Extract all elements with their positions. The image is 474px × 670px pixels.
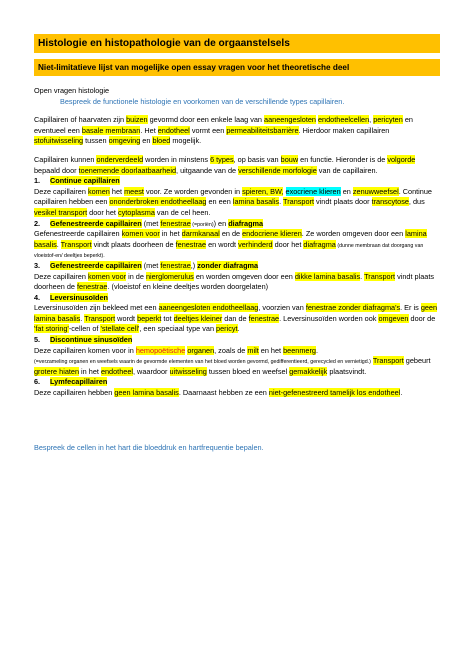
section-heading-2: 2. Gefenestreerde capillairen (met fenestrae (=poriën)) en diafragma [34,218,264,228]
document-page [34,34,440,453]
section-body-3: Deze capillairen komen voor in de nierglomerulus en worden omgeven door een dikke lamina basalis. Transport vindt plaats doorheen de fenestrae. (vloeistof en kleine deeltjes worden doorgelaten) [34,271,435,292]
section-heading-5: 5. Discontinue sinusoïden [34,335,133,345]
page-subtitle: Niet-limitatieve lijst van mogelijke open essay vragen voor het theoretische deel [34,59,440,76]
section-heading-1: 1. Continue capillairen [34,176,120,186]
paragraph-intro: Capillairen of haarvaten zijn buizen gevormd door een enkele laag van aaneengesloten endotheelcellen, pericyten en eventueel een basale membraan. Het endotheel vormt een permeabiliteitsbarrière. Hierdoor maken capillairen stofuitwisseling tussen omgeving en bloed mogelijk. [34,115,413,146]
section-body-5: Deze capillairen komen voor in hemopoëtische organen, zoals de milt en het beenmerg. (=verzameling organen en weefsels waarin de gevormde elementen van het bloed worden gevormd, gedifferentieerd, gerecycled en vernietigd.) Transport gebeurt grotere hiaten in het endotheel, waardoor uitwisseling tussen bloed en weefsel gemakkelijk plaatsvindt. [34,345,431,376]
page-title: Histologie en histopathologie van de orgaanstelsels [34,34,440,53]
section-label: Open vragen histologie [34,86,110,95]
section-heading-4: 4. Leversinusoïden [34,292,108,302]
section-heading-6: 6. Lymfecapillairen [34,377,108,387]
section-body-1: Deze capillairen komen het meest voor. Ze worden gevonden in spieren, BW, exocriene klieren en zenuwweefsel. Continue capillairen hebben een ononderbroken endotheellaag en een lamina basalis. Transport vindt plaats door transcytose, dus vesikel transport door het cytoplasma van de cel heen. [34,186,432,217]
question-1: Bespreek de functionele histologie en voorkomen van de verschillende types capillairen. [60,96,345,106]
question-2: Bespreek de cellen in het hart die bloeddruk en hartfrequentie bepalen. [34,442,264,452]
section-body-2: Gefenestreerde capillairen komen voor in het darmkanaal en de endocriene klieren. Ze worden omgeven door een lamina basalis. Transport vindt plaats doorheen de fenestrae en wordt verhinderd door het diafragma (dunne membraan dat doorgang van vloeistof-en/ deeltjes beperkt). [34,229,427,260]
section-body-6: Deze capillairen hebben geen lamina basalis. Daarnaast hebben ze een niet-gefenestreerd tamelijk los endotheel. [34,388,403,398]
section-body-4: Leversinusoïden zijn bekleed met een aaneengesloten endotheellaag, voorzien van fenestrae zonder diafragma's. Er is geen lamina basalis. Transport wordt beperkt tot deeltjes kleiner dan de fenestrae. Leversinusoïden worden ook omgeven door de 'fat storing'-cellen of 'stellate cell', een speciaal type van pericyt. [34,303,438,334]
paragraph-types: Capillairen kunnen onderverdeeld worden in minstens 6 types, op basis van bouw en functie. Hieronder is de volgorde bepaald door toenemende doorlaatbaarheid, uitgaande van de verschillende morfologie van de capillairen. [34,154,416,175]
section-heading-3: 3. Gefenestreerde capillairen (met fenestrae,) zonder diafragma [34,260,259,270]
